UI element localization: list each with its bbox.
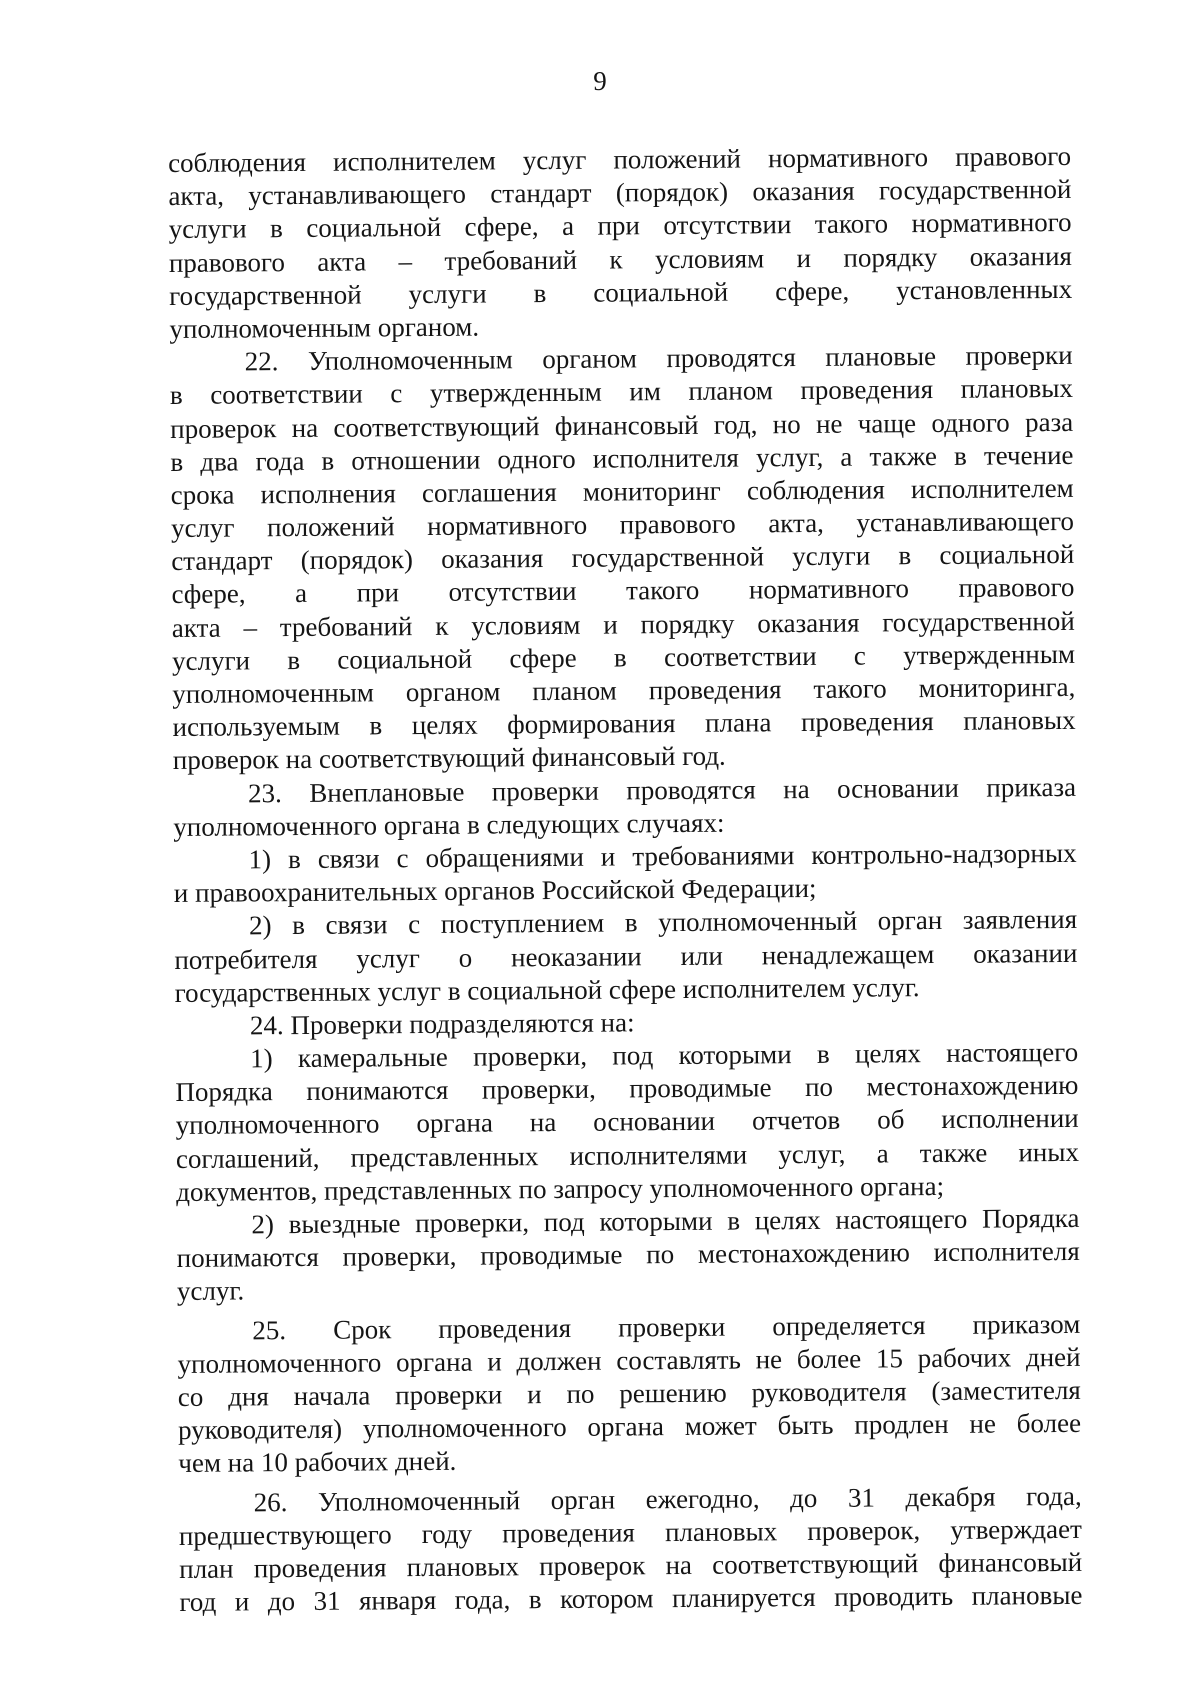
text-line: соглашений, представленных исполнителями услуг, а также иных [175,1136,1080,1174]
text-line: потребителя услуг о неоказании или ненадлежащем оказании [174,937,1078,975]
text-line: уполномоченным органом планом проведения такого мониторинга, [172,671,1076,709]
text-line: и правоохранительных органов Российской Федерации; [173,873,817,909]
text-line: государственных услуг в социальной сфере исполнителем услуг. [174,971,920,1008]
text-line: уполномоченного органа и должен составлять не более 15 рабочих дней [177,1341,1081,1379]
text-line: 1) камеральные проверки, под которыми в целях настоящего [250,1036,1079,1074]
text-line: правового акта – требований к условиям и порядку оказания [168,240,1072,278]
text-line: проверок на соответствующий финансовый год. [172,741,726,776]
text-line: государственной услуги в социальной сфере, установленных [169,273,1073,311]
document-body [168,140,1083,1619]
text-line: в соответствии с утвержденным им планом проведения плановых [169,373,1074,411]
text-line: 2) выездные проверки, под которыми в целях настоящего Порядка [251,1202,1080,1240]
text-line: 24. Проверки подразделяются на: [249,1007,635,1041]
text-line: предшествующего году проведения плановых проверок, утверждает [178,1513,1082,1551]
text-line: год и до 31 января года, в котором планируется проводить плановые [179,1579,1083,1618]
text-line: сфере, а при отсутствии такого нормативного правового [171,572,1075,610]
text-line: план проведения плановых проверок на соответствующий финансовый [179,1546,1083,1584]
text-line: уполномоченного органа в следующих случаях: [173,807,725,842]
text-line: услуг положений нормативного правового акта, устанавливающего [170,505,1075,544]
text-line: уполномоченного органа на основании отчетов об исполнении [175,1103,1079,1141]
text-line: услуги в социальной сфере, а при отсутствии такого нормативного [168,207,1072,245]
text-line: со дня начала проверки и по решению руководителя (заместителя [177,1374,1081,1412]
text-line: акта – требований к условиям и порядку оказания государственной [171,605,1075,643]
text-line: соблюдения исполнителем услуг положений нормативного правового [168,140,1072,178]
text-line: 26. Уполномоченный орган ежегодно, до 31 декабря года, [253,1480,1082,1517]
text-line: 23. Внеплановые проверки проводятся на основании приказа [247,771,1077,808]
text-line: 2) в связи с поступлением в уполномоченный орган заявления [249,904,1078,941]
text-line: понимаются проверки, проводимые по местонахождению исполнителя [176,1236,1080,1274]
text-line: 22. Уполномоченным органом проводятся плановые проверки [244,340,1073,377]
text-line: уполномоченным органом. [169,311,480,344]
text-line: 1) в связи с обращениями и требованиями контрольно-надзорных [248,837,1077,875]
text-line: стандарт (порядок) оказания государственной услуги в социальной [171,539,1075,577]
text-line: проверок на соответствующий финансовый год, но не чаще одного раза [170,406,1074,444]
text-line: используемым в целях формирования плана проведения плановых [172,705,1076,743]
text-line: в два года в отношении одного исполнителя услуг, а также в течение [170,439,1074,477]
text-line: руководителя) уполномоченного органа может быть продлен не более [177,1407,1082,1446]
text-line: 25. Срок проведения проверки определяется приказом [252,1308,1081,1345]
text-line: чем на 10 рабочих дней. [178,1446,457,1479]
text-line: Порядка понимаются проверки, проводимые по местонахождению [175,1070,1079,1108]
text-line: акта, устанавливающего стандарт (порядок) оказания государственной [168,174,1072,212]
page-number: 9 [593,66,607,96]
text-line: документов, представленных по запросу уполномоченного органа; [176,1170,945,1207]
text-line: услуг. [176,1275,245,1307]
text-line: срока исполнения соглашения мониторинг соблюдения исполнителем [170,472,1074,510]
text-line: услуги в социальной сфере в соответствии с утвержденным [171,638,1076,676]
